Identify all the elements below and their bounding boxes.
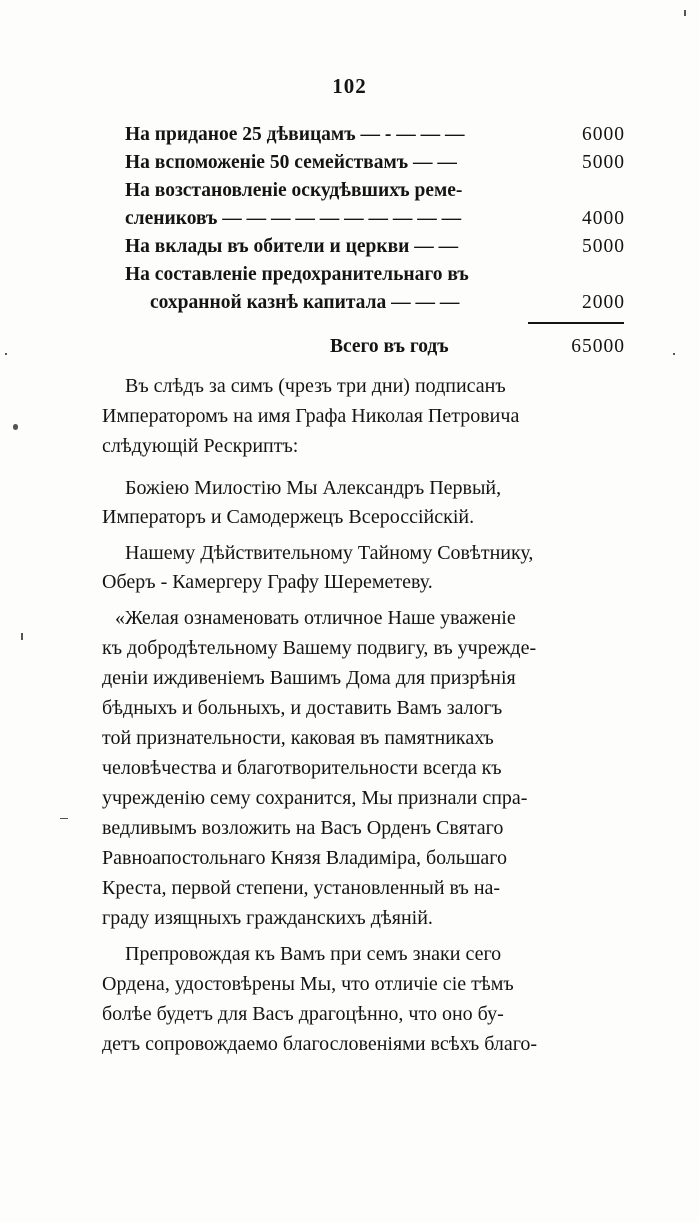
budget-row-desc: На приданое 25 дѣвицамъ — - — — —	[125, 124, 465, 145]
text-line: Въ слѣдъ за симъ (чрезъ три дни) подписанъ	[125, 375, 506, 397]
text-line: «Желая ознаменовать отличное Наше уваженіе	[115, 607, 516, 629]
budget-row	[125, 290, 625, 316]
budget-row-desc: На составленіе предохранительнаго въ	[125, 264, 469, 285]
budget-row-amount: 4000	[582, 208, 625, 229]
text-line: граду изящныхъ гражданскихъ дѣяній.	[102, 907, 433, 929]
text-line: человѣчества и благотворительности всегда къ	[102, 757, 502, 779]
text-line: Ордена, удостовѣрены Мы, что отличіе сіе тѣмъ	[102, 973, 514, 995]
text-line: детъ сопровождаемо благословеніями всѣхъ благо-	[102, 1033, 538, 1055]
budget-row	[125, 262, 625, 288]
scan-speck	[673, 353, 675, 355]
total-rule	[528, 322, 624, 324]
budget-row	[125, 206, 625, 232]
budget-row	[125, 122, 625, 148]
text-line: слѣдующій Рескриптъ:	[102, 435, 299, 457]
text-line: Оберъ - Камергеру Графу Шереметеву.	[102, 571, 433, 593]
budget-row-desc: слениковъ — — — — — — — — — —	[125, 208, 462, 229]
scan-speck	[60, 818, 68, 819]
budget-row-amount: 5000	[582, 236, 625, 257]
budget-row-amount: 6000	[582, 124, 625, 145]
text-line: Императоръ и Самодержецъ Всероссійскій.	[102, 506, 475, 528]
budget-row	[125, 234, 625, 260]
text-line: деніи иждивеніемъ Вашимъ Дома для призрѣнія	[102, 667, 516, 689]
budget-row-desc: На возстановленіе оскудѣвшихъ реме-	[125, 180, 463, 201]
text-line: той признательности, каковая въ памятникахъ	[102, 727, 494, 749]
budget-row-desc: На вспоможеніе 50 семействамъ — —	[125, 152, 457, 173]
budget-row-amount: 5000	[582, 152, 625, 173]
scan-speck	[5, 353, 7, 355]
scan-speck	[684, 10, 686, 16]
total-amount: 65000	[571, 336, 625, 357]
text-line: Нашему Дѣйствительному Тайному Совѣтнику,	[125, 542, 534, 564]
budget-row-amount: 2000	[582, 292, 625, 313]
text-line: Креста, первой степени, установленный въ на-	[102, 877, 501, 899]
text-line: Препровождая къ Вамъ при семъ знаки сего	[125, 943, 502, 965]
text-line: ведливымъ возложить на Васъ Орденъ Святаго	[102, 817, 504, 839]
page-number: 102	[332, 74, 367, 98]
text-line: болѣе будетъ для Васъ драгоцѣнно, что оно бу-	[102, 1003, 504, 1025]
text-line: учрежденію сему сохранится, Мы признали спра-	[102, 787, 528, 809]
budget-row	[125, 178, 625, 204]
budget-row-desc: сохранной казнѣ капитала — — —	[150, 292, 460, 313]
scan-speck	[13, 424, 18, 430]
text-line: Равноапостольнаго Князя Владиміра, большаго	[102, 847, 507, 869]
text-line: къ добродѣтельному Вашему подвигу, въ учрежде-	[102, 637, 537, 659]
budget-row	[125, 150, 625, 176]
budget-row-desc: На вклады въ обители и церкви — —	[125, 236, 459, 257]
scan-speck	[21, 633, 23, 640]
text-line: бѣдныхъ и больныхъ, и доставить Вамъ залогъ	[102, 697, 503, 719]
text-line: Императоромъ на имя Графа Николая Петровича	[102, 405, 520, 427]
total-label: Всего въ годъ	[330, 336, 449, 357]
text-line: Божіею Милостію Мы Александръ Первый,	[125, 477, 502, 499]
